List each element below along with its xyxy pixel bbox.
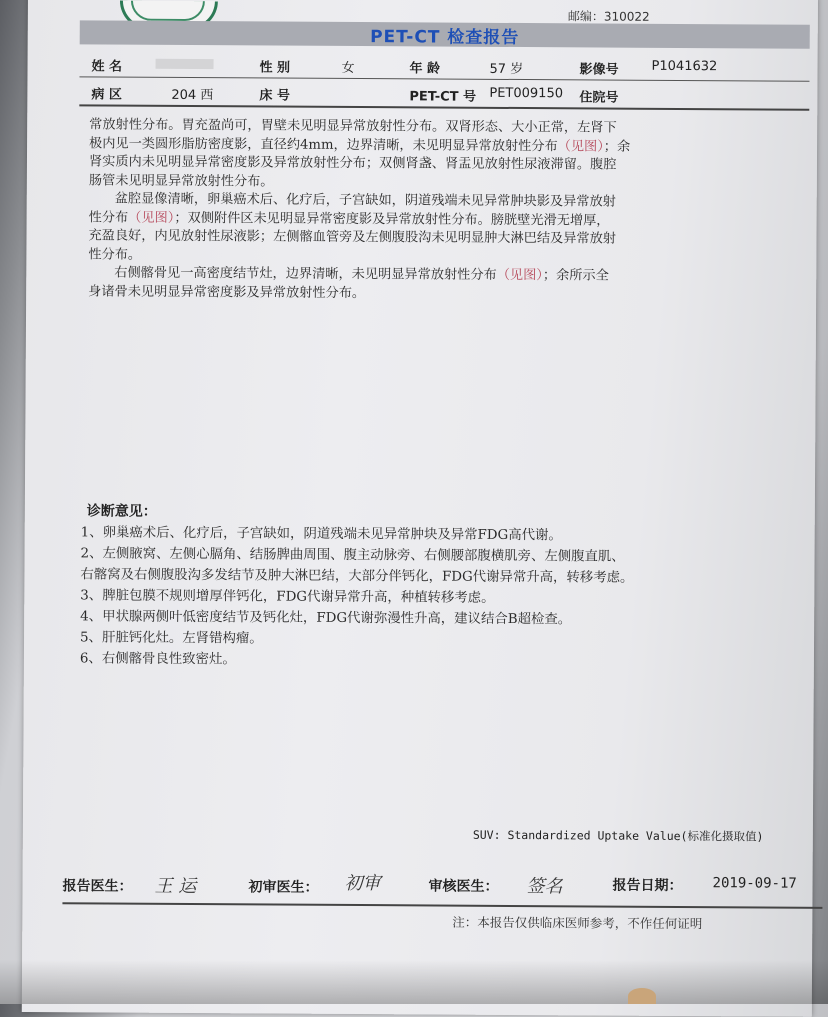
ward-value: 204 西	[171, 87, 214, 104]
findings-line: 盆腔显像清晰，卵巢癌术后、化疗后，子宫缺如，阴道残端未见异常肿块影及异常放射	[114, 191, 616, 210]
age-value: 57 岁	[489, 61, 524, 78]
findings-line: 肠管未见明显异常放射性分布。	[88, 172, 274, 190]
sex-label: 性 别	[259, 60, 291, 76]
report-title: PET-CT 检查报告	[370, 26, 520, 48]
report-doctor-signature: 王 运	[154, 875, 197, 898]
sex-value: 女	[341, 60, 355, 76]
name-redacted	[150, 56, 214, 71]
bed-label: 床 号	[259, 88, 290, 104]
age-label: 年 龄	[409, 61, 441, 77]
diagnosis-list	[80, 522, 781, 673]
name-label: 姓 名	[91, 59, 123, 75]
first-review-signature: 初审	[344, 872, 381, 895]
audit-doctor-signature: 签名	[526, 876, 563, 898]
findings-line: 极内见一类圆形脂肪密度影，直径约4mm，边界清晰，未见明显异常放射性分布（见图）；余	[89, 135, 631, 155]
suv-definition: SUV: Standardized Uptake Value(标准化摄取值)	[472, 827, 764, 844]
report-doctor-label: 报告医生：	[62, 878, 133, 895]
findings-line: 身诸骨未见明显异常密度影及异常放射性分布。	[88, 283, 366, 301]
see-image-link: （见图）	[496, 267, 543, 284]
see-image-link: （见图）	[557, 138, 604, 155]
petct-no-label: PET-CT 号	[409, 89, 477, 105]
disclaimer-note: 注：本报告仅供临床医师参考，不作任何证明	[452, 914, 703, 932]
signature-row	[62, 867, 822, 902]
diagnosis-item: 3、脾脏包膜不规则增厚伴钙化，FDG代谢异常升高，种植转移考虑。	[80, 588, 495, 606]
findings-line: 常放射性分布。胃充盈尚可，胃壁未见明显异常放射性分布。双肾形态、大小正常，左肾下	[89, 117, 617, 136]
diagnosis-heading: 诊断意见：	[86, 503, 157, 520]
page-shadow	[0, 960, 828, 1004]
report-page	[22, 0, 818, 1017]
report-date-label: 报告日期：	[612, 877, 683, 895]
report-date: 2019-09-17	[712, 875, 797, 892]
first-review-label: 初审医生：	[248, 879, 319, 896]
findings-line: 肾实质内未见明显异常密度影及异常放射性分布；双侧肾盏、肾盂见放射性尿液滞留。腹腔	[88, 154, 617, 173]
diagnosis-item: 5、肝脏钙化灶。左肾错构瘤。	[80, 630, 263, 647]
see-image-link: （见图）	[128, 210, 175, 226]
coin-object	[628, 988, 656, 1004]
signature-divider	[62, 902, 822, 909]
diagnosis-item: 2、左侧腋窝、左侧心膈角、结肠脾曲周围、腹主动脉旁、右侧腰部腹横肌旁、左侧腹直肌、	[80, 546, 625, 565]
report-title-bar	[80, 20, 810, 48]
findings-line: 性分布。	[88, 246, 142, 263]
findings-text	[88, 116, 739, 305]
patient-info-row-2	[79, 78, 809, 110]
image-no-value: P1041632	[651, 58, 718, 75]
diagnosis-item: 1、卵巢癌术后、化疗后，子宫缺如，阴道残端未见异常肿块及异常FDG高代谢。	[80, 525, 562, 544]
findings-line: 充盈良好，内见放射性尿液影；左侧髂血管旁及左侧腹股沟未见明显肿大淋巴结及异常放射	[88, 228, 617, 247]
postcode: 邮编：310022	[567, 9, 650, 24]
image-no-label: 影像号	[579, 62, 619, 78]
audit-doctor-label: 审核医生：	[428, 878, 499, 895]
diagnosis-item: 6、右侧髂骨良性致密灶。	[79, 651, 236, 668]
diagnosis-item: 4、甲状腺两侧叶低密度结节及钙化灶，FDG代谢弥漫性升高，建议结合B超检查。	[80, 609, 572, 628]
inpatient-no-label: 住院号	[579, 90, 619, 106]
findings-line: 右侧髂骨见一高密度结节灶，边界清晰，未见明显异常放射性分布（见图）；余所示全	[114, 265, 609, 284]
diagnosis-item: 右髂窝及右侧腹股沟多发结节及肿大淋巴结，大部分伴钙化，FDG代谢异常升高，转移考虑。	[80, 567, 634, 586]
ward-label: 病 区	[91, 87, 122, 103]
petct-no-value: PET009150	[489, 85, 564, 102]
findings-line: 性分布（见图）；双侧附件区未见明显异常密度影及异常放射性分布。膀胱壁光滑无增厚，	[88, 209, 610, 229]
